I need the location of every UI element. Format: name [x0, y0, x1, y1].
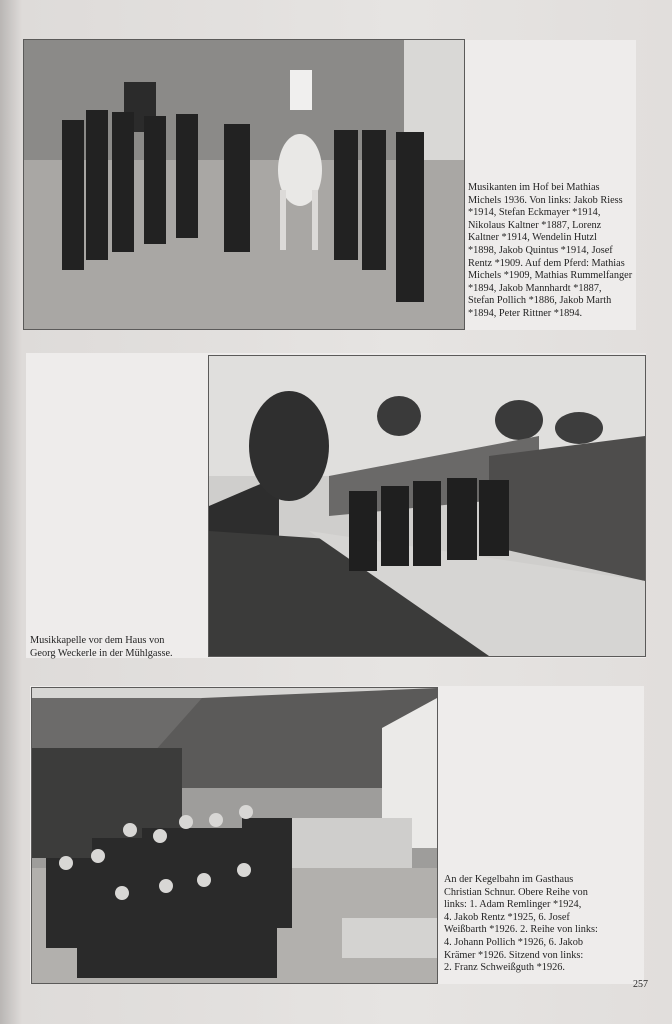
- caption-photo2: Musikkapelle vor dem Haus von Georg Weckerle in der Mühlgasse.: [30, 635, 173, 659]
- page-number: 257: [633, 979, 648, 990]
- caption-photo3: An der Kegelbahn im Gasthaus Christian Schnur. Obere Reihe von links: 1. Adam Remlinger *1924, 4. Jakob Rentz *1925, 6. Josef Weißbarth *1926. 2. Reihe von links: 4. Johann Pollich *1926, 6. Jakob Krämer *1926. Sitzend von links: 2. Franz Schweißguth *1926.: [444, 874, 598, 974]
- photo-bowling-alley-group: [32, 688, 437, 983]
- photo-band-street: [209, 356, 645, 656]
- caption-photo1: Musikanten im Hof bei Mathias Michels 1936. Von links: Jakob Riess *1914, Stefan Eckmayer *1914, Nikolaus Kaltner *1887, Lorenz Kaltner *1914, Wendelin Hutzl *1898, Jakob Quintus *1914, Josef Rentz *1909. Auf dem Pferd: Mathias Michels *1909, Mathias Rummelfanger *1894, Jakob Mannhardt *1887, Stefan Pollich *1886, Jakob Marth *1894, Peter Rittner *1894.: [468, 182, 633, 319]
- photo-musicians-courtyard: [24, 40, 464, 329]
